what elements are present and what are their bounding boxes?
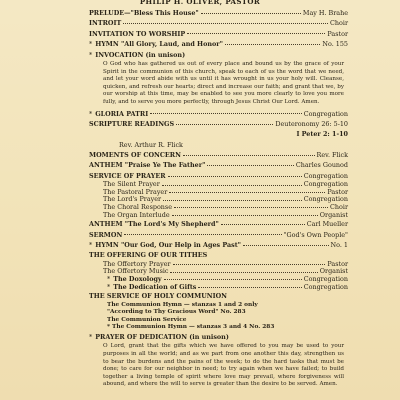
- order-item: [89, 109, 348, 119]
- order-item-leader: Pastor: [327, 29, 348, 38]
- order-item-label: The Organ Interlude: [103, 210, 170, 219]
- order-item-leader: Pastor: [327, 187, 348, 196]
- communion-line: * The Communion Hymn — stanzas 3 and 4 No. 283: [107, 324, 275, 331]
- order-item-label: MOMENTS OF CONCERN: [89, 151, 181, 160]
- order-item-leader: May H. Brahe: [302, 9, 348, 17]
- order-item-label: SERVICE OF PRAYER: [89, 171, 166, 180]
- leader-dots: [225, 44, 320, 45]
- order-item-leader: Carl Mueller: [306, 220, 348, 229]
- leader-dots: [201, 13, 301, 14]
- order-item-leader: Congregation: [303, 109, 348, 118]
- leader-dots: [198, 287, 301, 288]
- pastor-line: PHILIP H. OLIVER, PASTOR: [139, 0, 261, 6]
- order-item-label: The Dedication of Gifts: [113, 282, 197, 291]
- leader-dots: [124, 234, 281, 235]
- order-item: [89, 219, 348, 229]
- order-item: [89, 230, 348, 240]
- order-item-leader: Congregation: [303, 274, 348, 283]
- order-item-leader: Congregation: [303, 180, 348, 189]
- standing-marker: *: [89, 241, 93, 249]
- order-item-label: INVITATION TO WORSHIP: [89, 29, 186, 38]
- order-item-label: The Pastoral Prayer: [103, 187, 168, 196]
- order-item-label: THE OFFERING OF OUR TITHES: [89, 251, 208, 260]
- leader-dots: [187, 33, 325, 34]
- section-heading: [89, 291, 348, 301]
- leader-dots: [168, 176, 302, 177]
- order-item: [89, 150, 348, 160]
- order-item-label: The Lord's Prayer: [103, 195, 162, 204]
- order-item-leader: No. 1: [330, 241, 348, 249]
- communion-line: The Communion Hymn — stanzas 1 and 2 only: [107, 301, 258, 308]
- order-item-leader: Deuteronomy 26: 5-10: [275, 119, 348, 128]
- order-item-label: ANTHEM "Praise Ye The Father": [89, 161, 206, 170]
- leader-dots: [170, 272, 317, 273]
- order-item-label: GLORIA PATRI: [95, 109, 149, 118]
- section-heading: [89, 50, 348, 60]
- reader-name: Rev. Arthur R. Flick: [119, 140, 183, 149]
- leader-dots: [163, 200, 302, 201]
- leader-dots: [207, 165, 293, 166]
- standing-marker: *: [89, 40, 93, 49]
- leader-dots: [162, 185, 302, 186]
- order-item-leader: Choir: [330, 19, 348, 28]
- invocation-text: [89, 61, 348, 107]
- order-item-leader: Rev. Flick: [316, 151, 348, 160]
- order-item-label: HYMN "Our God, Our Help in Ages Past": [95, 241, 242, 249]
- order-item-leader: No. 155: [322, 40, 348, 49]
- order-item-label: PRELUDE—"Bless This House": [89, 9, 199, 17]
- order-item-leader: Congregation: [303, 282, 348, 291]
- leader-dots: [164, 279, 302, 280]
- order-item-leader: Congregation: [303, 195, 348, 204]
- leader-dots: [172, 215, 318, 216]
- standing-marker: *: [89, 332, 93, 341]
- order-section-1: [89, 8, 348, 60]
- order-item-leader: Organist: [319, 267, 348, 276]
- order-item-label: The Choral Response: [103, 203, 172, 212]
- order-item-label: ANTHEM "The Lord's My Shepherd": [89, 220, 219, 229]
- order-item-label: HYMN "All Glory, Laud, and Honor": [95, 40, 223, 49]
- leader-dots: [123, 23, 328, 24]
- order-item-leader: Congregation: [303, 171, 348, 180]
- order-item-leader: Choir: [330, 203, 348, 212]
- invocation-paragraph: O God who has gathered us out of every place and bound us by the grace of your Spirit in the communion of this church, speak to each of us the word that we need, and let your word abide with us until it has wrought in us your holy will. Cleanse, quicken, and refresh our hearts; direct and increase our faith; and grant that we, by our worship at this time, may be enabled to see you more clearly to love you more fully, and to serve you more perfectly, through Jesus Christ Our Lord. Amen.: [103, 60, 344, 105]
- order-item: [89, 240, 348, 250]
- leader-dots: [176, 124, 273, 125]
- standing-marker: *: [107, 282, 111, 291]
- standing-marker: *: [89, 50, 93, 59]
- leader-dots: [169, 192, 325, 193]
- leader-dots: [150, 113, 302, 114]
- order-item-leader: "God's Own People": [283, 230, 348, 239]
- order-item-label: The Offertory Prayer: [103, 259, 171, 268]
- communion-line: The Communion Service: [107, 316, 187, 323]
- leader-dots: [173, 264, 326, 265]
- order-item-leader: Pastor: [327, 259, 348, 268]
- order-item: [89, 284, 348, 292]
- leader-dots: [243, 245, 329, 246]
- order-item: [89, 119, 348, 129]
- standing-marker: *: [89, 109, 93, 118]
- scripture-second-reading: I Peter 2: 1-10: [296, 130, 348, 139]
- standing-marker: *: [107, 274, 111, 283]
- dedication-text: [89, 343, 348, 389]
- order-item: [89, 212, 348, 220]
- order-item-label: The Silent Prayer: [103, 180, 160, 189]
- order-item-label: INTROIT: [89, 19, 122, 28]
- dedication-paragraph: O Lord, grant that the gifts which we have offered to you may be used to your purposes in all the world; and as we part from one another this day, strengthen us to bear the burdens and the pains of the week; to do the hard tasks that must be done; to care for our neighbor in need; to try again when we have failed; to build together a living temple of spirit where love may prevail, where forgiveness will abound, and where the will to serve is greater than the desire to be served. Amen.: [103, 343, 344, 388]
- order-item: [89, 160, 348, 170]
- order-item-label: THE SERVICE OF HOLY COMMUNION: [89, 292, 228, 301]
- order-item-label: INVOCATION (in unison): [95, 50, 186, 59]
- order-item-label: PRAYER OF DEDICATION (in unison): [95, 332, 229, 341]
- leader-dots: [183, 155, 315, 156]
- order-item: [89, 29, 348, 39]
- order-item-leader: Charles Gounod: [295, 161, 348, 170]
- leader-dots: [221, 224, 305, 225]
- leader-dots: [174, 207, 328, 208]
- communion-line: "According to Thy Gracious Word" No. 283: [107, 309, 246, 316]
- order-item: [89, 39, 348, 49]
- order-item-label: SERMON: [89, 230, 123, 239]
- order-item-leader: Organist: [319, 210, 348, 219]
- section-heading: [89, 332, 348, 342]
- order-item-label: SCRIPTURE READINGS: [89, 119, 175, 128]
- order-of-worship: [89, 8, 348, 391]
- order-item-label: The Offertory Music: [103, 267, 169, 276]
- order-item: [89, 18, 348, 28]
- order-section-2: [89, 109, 348, 343]
- order-item: [89, 8, 348, 18]
- order-item-label: The Doxology: [113, 274, 162, 283]
